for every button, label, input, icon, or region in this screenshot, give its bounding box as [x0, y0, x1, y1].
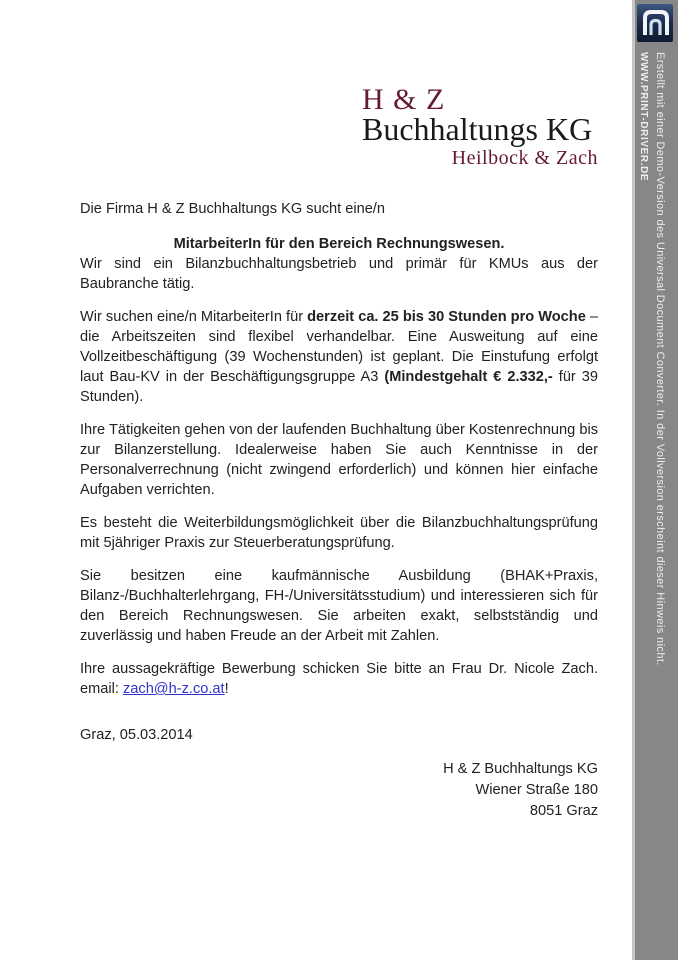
text-segment: für 39 Stunden). — [80, 369, 598, 405]
signature-line: Wiener Straße 180 — [475, 782, 598, 798]
watermark-url: WWW.PRINT-DRIVER.DE — [638, 52, 649, 182]
text-segment: email: — [80, 681, 123, 697]
logo-company-name: Buchhaltungs KG — [362, 111, 593, 148]
paragraph — [80, 420, 598, 500]
universal-document-converter-icon — [637, 4, 673, 42]
demo-watermark-sidebar — [632, 0, 678, 960]
text-segment: derzeit ca. 25 bis 30 Stunden pro Woche — [307, 309, 586, 325]
paragraph — [80, 254, 598, 294]
paragraph — [80, 566, 598, 646]
signature-line: 8051 Graz — [529, 803, 598, 819]
intro-line: Die Firma H & Z Buchhaltungs KG sucht eine/n — [80, 201, 385, 217]
letter-content — [80, 199, 598, 822]
paragraph — [80, 513, 598, 553]
text-segment: Ihre aussagekräftige Bewerbung schicken Sie bitte an Frau Dr. Nicole Zach. — [80, 661, 598, 677]
email-link[interactable]: zach@h-z.co.at — [122, 681, 225, 697]
text-segment: Wir suchen eine/n MitarbeiterIn für — [80, 309, 308, 325]
logo-partner-names: Heilbock & Zach — [451, 147, 598, 170]
text-segment: Ihre Tätigkeiten gehen von der laufenden Buchhaltung über Kostenrechnung bis zur Bilanzerstellung. Idealerweise haben Sie auch Kenntnisse in der Personalverrechnung (nicht zwingend erforderlich) und können hier einfache Aufgaben verrichten. — [80, 422, 598, 498]
logo-initials: H & Z — [362, 83, 446, 116]
text-segment: Wir sind ein Bilanzbuchhaltungsbetrieb und primär für KMUs aus der Baubranche tätig. — [80, 256, 598, 292]
text-segment: ! — [224, 681, 229, 697]
company-logo — [362, 84, 598, 169]
watermark-message: Erstellt mit einer Demo-Version des Universal Document Converter. In der Vollversion erscheint dieser Hinweis nicht. — [654, 52, 666, 666]
text-segment: (Mindestgehalt € 2.332,- — [384, 369, 553, 385]
job-title-headline: MitarbeiterIn für den Bereich Rechnungswesen. — [173, 236, 505, 252]
paragraph — [80, 679, 598, 699]
text-segment: Sie besitzen eine kaufmännische Ausbildung (BHAK+Praxis, Bilanz-/Buchhalterlehrgang, FH-/Universitätsstudium) und interessieren sich für den Bereich Rechnungswesen. Sie arbeiten exakt, selbstständig und zuverlässig und haben Freude an der Arbeit mit Zahlen. — [80, 568, 598, 644]
date-line: Graz, 05.03.2014 — [80, 727, 193, 743]
text-segment: Es besteht die Weiterbildungsmöglichkeit über die Bilanzbuchhaltungsprüfung mit 5jähriger Praxis zur Steuerberatungsprüfung. — [80, 515, 598, 551]
paragraph — [80, 307, 598, 407]
letter-paragraphs — [80, 254, 598, 699]
text-segment: – die Arbeitszeiten sind flexibel verhandelbar. Eine Ausweitung auf eine Vollzeitbeschäftigung (39 Wochenstunden) ist geplant. Die Einstufung erfolgt laut Bau-KV in der Beschäftigungsgruppe A3 — [80, 309, 598, 385]
paragraph — [80, 659, 598, 679]
signature-line: H & Z Buchhaltungs KG — [443, 761, 598, 777]
signature-block — [80, 759, 598, 822]
watermark-vertical-text — [637, 52, 667, 952]
